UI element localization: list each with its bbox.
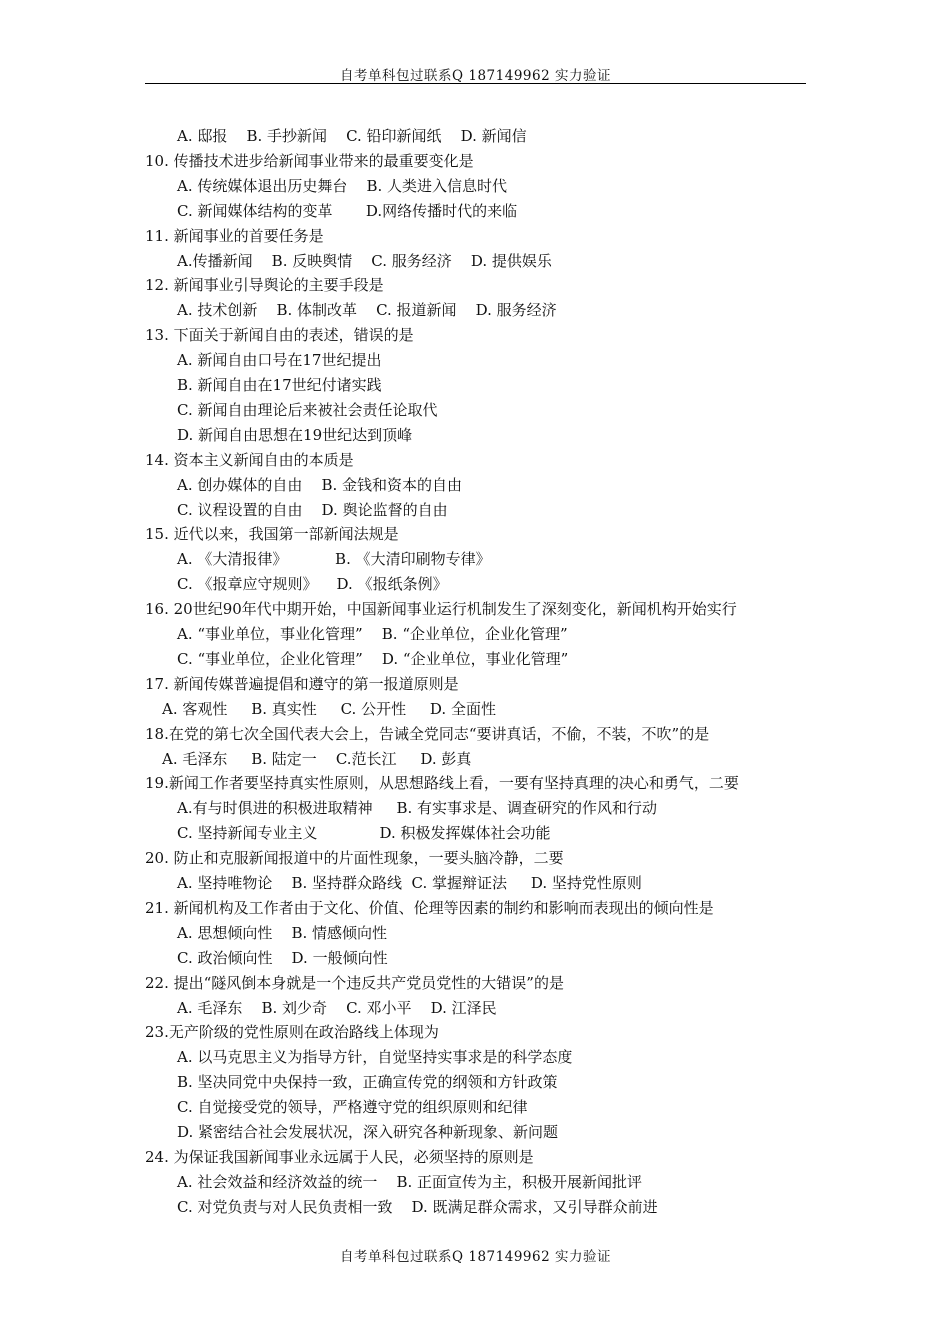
question-stem: 19.新闻工作者要坚持真实性原则，从思想路线上看，一要有坚持真理的决心和勇气，二要 — [145, 774, 739, 793]
question-stem: 20. 防止和克服新闻报道中的片面性现象，一要头脑冷静，二要 — [145, 849, 564, 868]
answer-options: C. 政治倾向性 D. 一般倾向性 — [177, 948, 388, 967]
answer-options: C. 《报章应守规则》 D. 《报纸条例》 — [177, 575, 448, 594]
question-stem: 13. 下面关于新闻自由的表述，错误的是 — [145, 326, 414, 345]
answer-options: C. 新闻媒体结构的变革 D.网络传播时代的来临 — [177, 201, 518, 220]
question-stem: 23.无产阶级的党性原则在政治路线上体现为 — [145, 1023, 439, 1042]
answer-options: A. 邸报 B. 手抄新闻 C. 铅印新闻纸 D. 新闻信 — [177, 127, 527, 145]
answer-options: D. 紧密结合社会发展状况，深入研究各种新现象、新问题 — [177, 1123, 559, 1141]
question-stem: 24. 为保证我国新闻事业永远属于人民，必须坚持的原则是 — [145, 1147, 534, 1166]
page-header: 自考单科包过联系Q 187149962 实力验证 — [340, 68, 611, 84]
question-stem: 15. 近代以来，我国第一部新闻法规是 — [145, 525, 399, 544]
question-stem: 22. 提出“隧风倒本身就是一个违反共产党员党性的大错误”的是 — [145, 973, 564, 992]
answer-options: A. 坚持唯物论 B. 坚持群众路线 C. 掌握辩证法 D. 坚持党性原则 — [177, 874, 642, 892]
header-rule — [145, 83, 806, 84]
answer-options: A. 思想倾向性 B. 情感倾向性 — [177, 923, 388, 942]
question-stem: 10. 传播技术进步给新闻事业带来的最重要变化是 — [145, 151, 474, 170]
question-stem: 17. 新闻传媒普遍提倡和遵守的第一报道原则是 — [145, 674, 459, 693]
answer-options: A. 社会效益和经济效益的统一 B. 正面宣传为主，积极开展新闻批评 — [177, 1172, 643, 1191]
answer-options: A. 毛泽东 B. 陆定一 C.范长江 D. 彭真 — [162, 749, 472, 768]
answer-options: A.传播新闻 B. 反映舆情 C. 服务经济 D. 提供娱乐 — [177, 251, 552, 270]
answer-options: B. 新闻自由在17世纪付诸实践 — [177, 376, 382, 394]
question-stem: 11. 新闻事业的首要任务是 — [145, 226, 324, 245]
answer-options: C. “事业单位，企业化管理” D. “企业单位，事业化管理” — [177, 649, 569, 668]
answer-options: A. 以马克思主义为指导方针，自觉坚持实事求是的科学态度 — [177, 1048, 573, 1067]
answer-options: C. 自觉接受党的领导，严格遵守党的组织原则和纪律 — [177, 1098, 528, 1117]
answer-options: A. 客观性 B. 真实性 C. 公开性 D. 全面性 — [162, 699, 496, 718]
answer-options: D. 新闻自由思想在19世纪达到顶峰 — [177, 425, 413, 444]
question-stem: 12. 新闻事业引导舆论的主要手段是 — [145, 276, 384, 295]
question-stem: 21. 新闻机构及工作者由于文化、价值、伦理等因素的制约和影响而表现出的倾向性是 — [145, 898, 714, 917]
question-stem: 16. 20世纪90年代中期开始，中国新闻事业运行机制发生了深刻变化，新闻机构开始实行 — [145, 600, 737, 619]
answer-options: A. “事业单位，事业化管理” B. “企业单位，企业化管理” — [177, 625, 568, 643]
answer-options: C. 坚持新闻专业主义 D. 积极发挥媒体社会功能 — [177, 824, 551, 843]
answer-options: A. 创办媒体的自由 B. 金钱和资本的自由 — [177, 475, 463, 494]
answer-options: A. 新闻自由口号在17世纪提出 — [177, 351, 382, 370]
question-stem: 18.在党的第七次全国代表大会上，告诫全党同志“要讲真话，不偷，不装，不吹”的是 — [145, 724, 710, 743]
answer-options: A. 《大清报律》 B. 《大清印刷物专律》 — [177, 550, 491, 569]
answer-options: C. 议程设置的自由 D. 舆论监督的自由 — [177, 500, 448, 519]
page-footer: 自考单科包过联系Q 187149962 实力验证 — [340, 1249, 611, 1265]
answer-options: C. 对党负责与对人民负责相一致 D. 既满足群众需求，又引导群众前进 — [177, 1197, 658, 1216]
answer-options: A. 毛泽东 B. 刘少奇 C. 邓小平 D. 江泽民 — [177, 998, 497, 1017]
answer-options: A. 技术创新 B. 体制改革 C. 报道新闻 D. 服务经济 — [177, 301, 557, 320]
question-stem: 14. 资本主义新闻自由的本质是 — [145, 450, 354, 469]
answer-options: A.有与时俱进的积极进取精神 B. 有实事求是、调查研究的作风和行动 — [177, 799, 658, 818]
answer-options: C. 新闻自由理论后来被社会责任论取代 — [177, 400, 438, 419]
answer-options: A. 传统媒体退出历史舞台 B. 人类进入信息时代 — [177, 176, 508, 195]
answer-options: B. 坚决同党中央保持一致，正确宣传党的纲领和方针政策 — [177, 1073, 558, 1092]
